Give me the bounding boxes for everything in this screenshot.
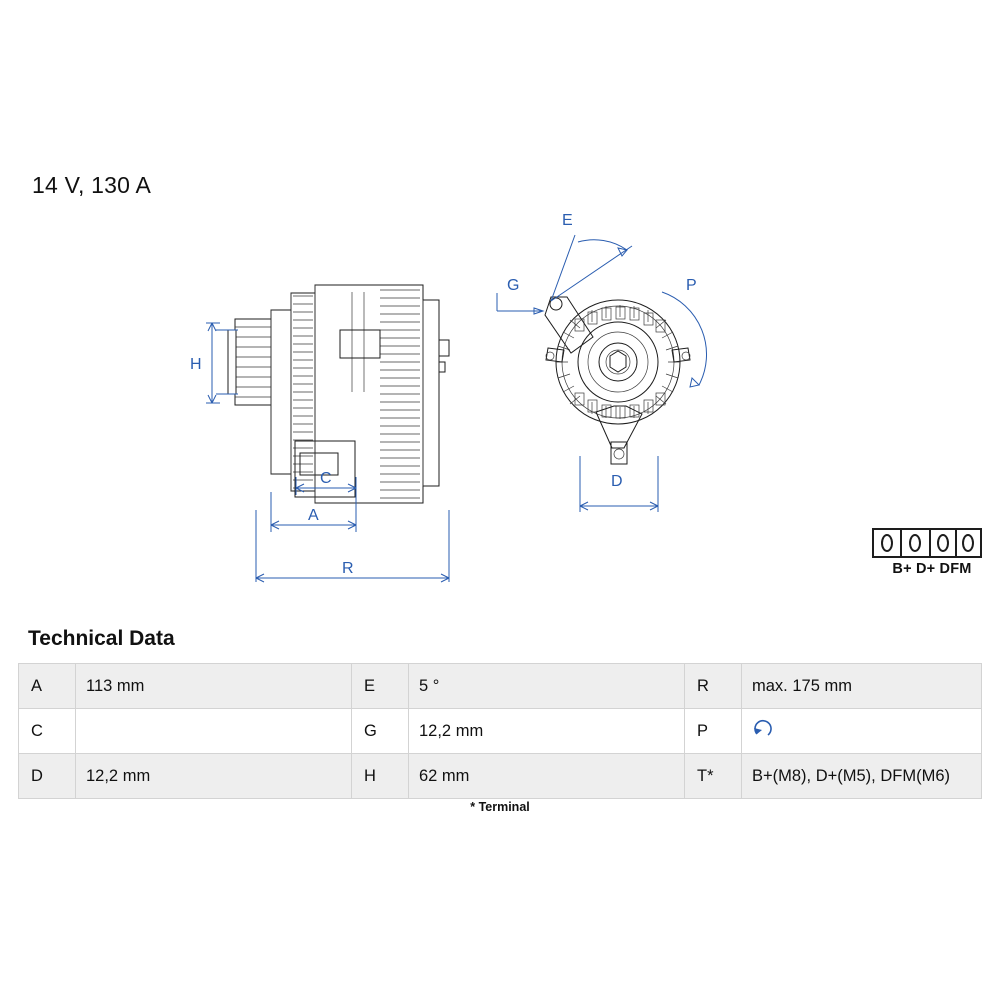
tech-value: max. 175 mm	[742, 664, 982, 709]
dim-label-E: E	[562, 212, 573, 229]
table-row	[19, 664, 982, 709]
terminal-connector-icon	[872, 528, 982, 558]
tech-key: E	[352, 664, 409, 709]
table-row	[19, 754, 982, 799]
drawing-svg	[0, 180, 1000, 600]
alternator-side-view	[228, 285, 449, 503]
dim-label-R: R	[342, 560, 354, 577]
dim-label-D: D	[611, 473, 623, 490]
tech-key: A	[19, 664, 76, 709]
tech-key: G	[352, 709, 409, 754]
tech-value-rotation	[742, 709, 982, 754]
tech-key: D	[19, 754, 76, 799]
tech-value	[76, 709, 352, 754]
dim-label-G: G	[507, 277, 520, 294]
tech-key: H	[352, 754, 409, 799]
alternator-front-view	[545, 297, 690, 464]
terminal-label: B+ D+ DFM	[892, 561, 972, 577]
technical-data-table	[18, 663, 982, 799]
dim-label-A: A	[308, 507, 319, 524]
dim-label-P: P	[686, 277, 697, 294]
table-row	[19, 709, 982, 754]
tech-key: R	[685, 664, 742, 709]
tech-value: 12,2 mm	[76, 754, 352, 799]
tech-key: P	[685, 709, 742, 754]
dim-label-C: C	[320, 470, 332, 487]
technical-drawing	[0, 180, 1000, 600]
rotation-arrow-icon	[752, 718, 778, 740]
tech-key: T*	[685, 754, 742, 799]
tech-value: B+(M8), D+(M5), DFM(M6)	[742, 754, 982, 799]
table-footnote: * Terminal	[470, 800, 530, 814]
tech-value: 62 mm	[409, 754, 685, 799]
dim-label-H: H	[190, 356, 202, 373]
tech-value: 5 °	[409, 664, 685, 709]
tech-value: 113 mm	[76, 664, 352, 709]
page-title: 14 V, 130 A	[32, 172, 152, 198]
tech-key: C	[19, 709, 76, 754]
technical-data-heading: Technical Data	[28, 627, 175, 650]
terminal-block	[872, 528, 992, 577]
tech-value: 12,2 mm	[409, 709, 685, 754]
